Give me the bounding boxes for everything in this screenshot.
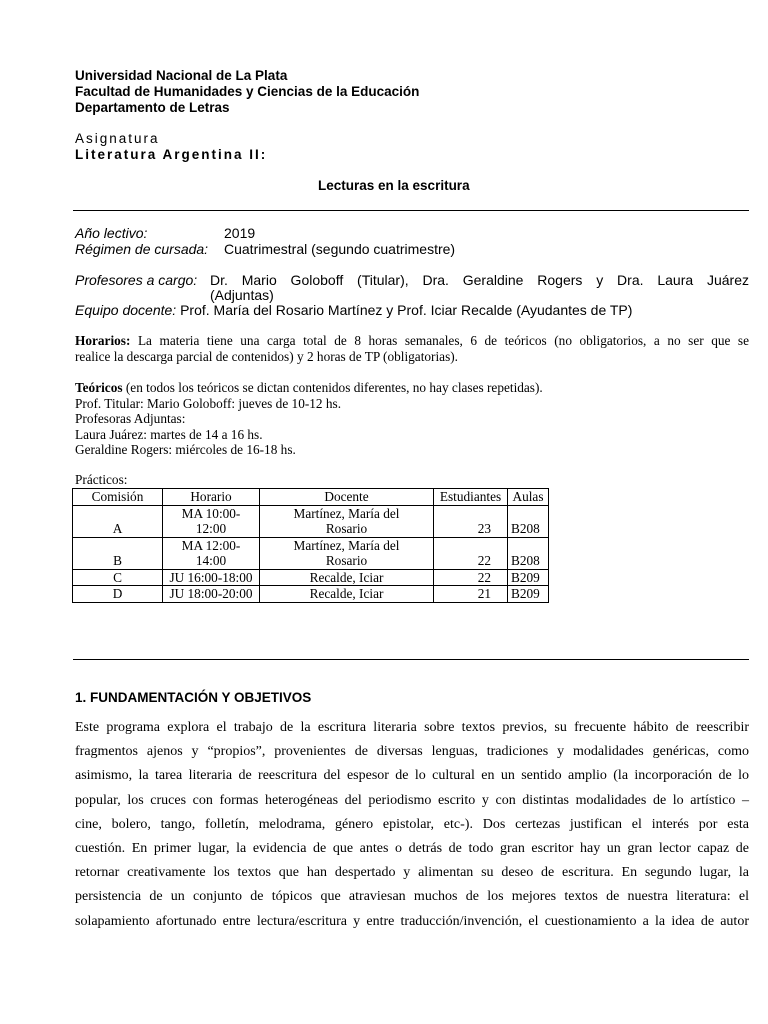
cell-aula: B208: [508, 505, 549, 537]
cell-comision: D: [73, 586, 163, 603]
subject-label: Asignatura: [75, 131, 160, 146]
cell-aula: B209: [508, 586, 549, 603]
table-header-row: [73, 489, 549, 506]
cell-docente-line1: Martínez, María del: [293, 537, 400, 553]
header-aulas: Aulas: [508, 489, 549, 506]
cell-estudiantes: 21: [434, 586, 508, 603]
header-comision: Comisión: [73, 489, 163, 506]
paragraph-line: fragmentos ajenos y “propios”, provenientes de diversas lenguas, tradiciones y modalidades genéricas, como: [75, 744, 749, 760]
schedule-line1: [75, 333, 749, 349]
theory-rogers: Geraldine Rogers: miércoles de 16-18 hs.: [75, 442, 296, 457]
team-row: [75, 302, 632, 318]
practicos-label: Prácticos:: [75, 472, 128, 487]
year-value: 2019: [224, 225, 256, 241]
paragraph-line: cuestión. En primer lugar, la evidencia de que antes o detrás de todo gran escritor hay un gran lector capaz de: [75, 841, 749, 857]
paragraph-line: retornar creativamente los textos que han despertado y alimentan su deseo de escritura. En segundo lugar, la: [75, 865, 749, 881]
schedule-text1: La materia tiene una carga total de 8 horas semanales, 6 de teóricos (no obligatorios, a no ser que se: [137, 333, 750, 348]
team-value: Prof. María del Rosario Martínez y Prof. Iciar Recalde (Ayudantes de TP): [180, 302, 633, 318]
cell-estudiantes: 23: [434, 505, 508, 537]
page-subtitle: Lecturas en la escritura: [318, 178, 470, 193]
faculty-name: Facultad de Humanidades y Ciencias de la Educación: [75, 84, 420, 99]
cell-horario-line1: MA 12:00-: [181, 537, 241, 553]
schedule-line2: realice la descarga parcial de contenidos) y 2 horas de TP (obligatorias).: [75, 349, 458, 364]
paragraph-line: Este programa explora el trabajo de la escritura literaria sobre textos previos, su frecuente hábito de reescribir: [75, 720, 749, 735]
cell-comision: A: [73, 505, 163, 537]
paragraph-line: persistencia de un conjunto de tópicos que atraviesan muchos de los mejores textos de nuestra literatura: el: [75, 889, 749, 905]
cell-estudiantes: 22: [434, 569, 508, 586]
header-estudiantes: Estudiantes: [434, 489, 508, 506]
practicos-table: [72, 488, 549, 603]
professors-value-line2: (Adjuntas): [210, 287, 274, 303]
paragraph-line: cine, bolero, tango, folletín, melodrama, género epistolar, etc-). Dos certezas justifican el interés por esta: [75, 816, 749, 832]
cell-docente: Recalde, Iciar: [260, 586, 434, 603]
theory-line: [75, 380, 543, 396]
cell-docente-line1: Martínez, María del: [293, 505, 400, 521]
schedule-label: Horarios:: [75, 333, 131, 348]
cell-horario: JU 16:00-18:00: [163, 569, 260, 586]
professors-label: Profesores a cargo:: [75, 272, 198, 288]
section-paragraph: [75, 716, 749, 934]
cell-horario: [163, 505, 260, 537]
team-label: Equipo docente:: [75, 302, 177, 318]
paragraph-line: asimismo, la tarea literaria de reescritura del espesor de lo cultural en un sentido amplio (la incorporación de lo: [75, 768, 749, 784]
theory-label: Teóricos: [75, 380, 123, 395]
theory-titular: Prof. Titular: Mario Goloboff: jueves de 10-12 hs.: [75, 396, 342, 411]
divider-top: [73, 210, 749, 211]
header-horario: Horario: [163, 489, 260, 506]
cell-horario: JU 18:00-20:00: [163, 586, 260, 603]
cell-aula: B208: [508, 537, 549, 569]
theory-adjuntas-label: Profesoras Adjuntas:: [75, 411, 186, 426]
cell-docente: Recalde, Iciar: [260, 569, 434, 586]
table-row: [73, 586, 549, 603]
table-row: [73, 569, 549, 586]
cell-docente: [260, 505, 434, 537]
paragraph-line: solapamiento afortunado entre lectura/escritura y entre traducción/invención, el cuestionamiento a la idea de autor: [75, 913, 749, 929]
cell-docente: [260, 537, 434, 569]
cell-estudiantes: 22: [434, 537, 508, 569]
university-name: Universidad Nacional de La Plata: [75, 68, 288, 83]
cell-horario-line2: 14:00: [195, 553, 227, 568]
cell-comision: B: [73, 537, 163, 569]
section-title: 1. FUNDAMENTACIÓN Y OBJETIVOS: [75, 690, 312, 705]
cell-docente-line2: Rosario: [325, 553, 368, 568]
professors-value-line1: Dr. Mario Goloboff (Titular), Dra. Geraldine Rogers y Dra. Laura Juárez: [210, 272, 749, 288]
cell-horario-line2: 12:00: [195, 521, 227, 536]
table-row: [73, 505, 549, 537]
cell-horario-line1: MA 10:00-: [181, 505, 241, 521]
year-label: Año lectivo:: [75, 225, 148, 241]
regime-label: Régimen de cursada:: [75, 241, 209, 257]
regime-value: Cuatrimestral (segundo cuatrimestre): [224, 241, 456, 257]
cell-aula: B209: [508, 569, 549, 586]
department-name: Departamento de Letras: [75, 100, 230, 115]
table-row: [73, 537, 549, 569]
subject-name: Literatura Argentina II:: [75, 147, 268, 162]
paragraph-line: popular, los cruces con formas heterogéneas del periodismo escrito y con distintas modalidades de lo artístico –: [75, 792, 749, 808]
cell-comision: C: [73, 569, 163, 586]
theory-juarez: Laura Juárez: martes de 14 a 16 hs.: [75, 427, 263, 442]
divider-section: [73, 659, 749, 660]
cell-horario: [163, 537, 260, 569]
cell-docente-line2: Rosario: [325, 521, 368, 536]
header-docente: Docente: [260, 489, 434, 506]
theory-note: (en todos los teóricos se dictan contenidos diferentes, no hay clases repetidas).: [125, 380, 543, 395]
